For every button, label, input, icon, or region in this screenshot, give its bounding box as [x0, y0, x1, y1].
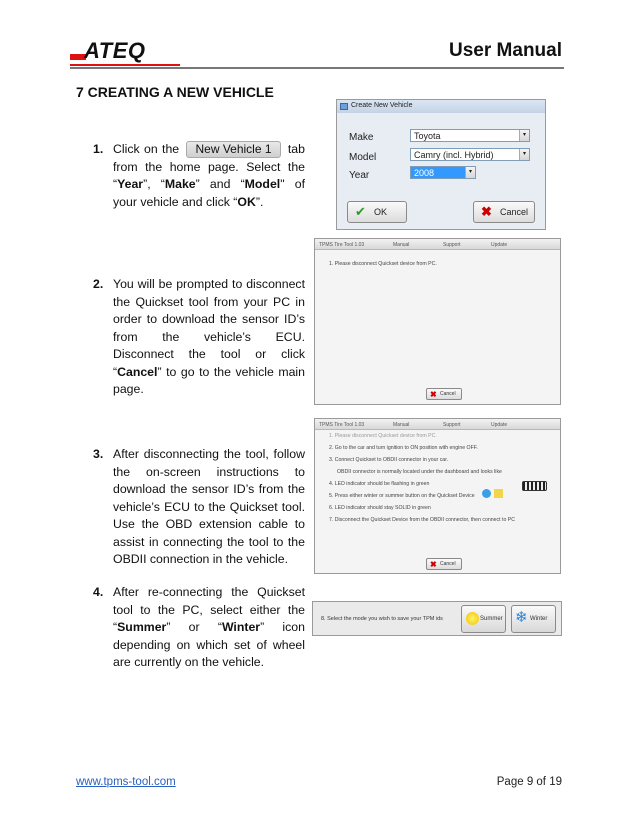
summer-label: Summer [480, 616, 503, 622]
winter-label: Winter [530, 616, 548, 622]
step-text: After re-connecting the Quickset tool to the PC, select either the “Summer” or “Winter” icon depending on which set of wheel are currently on the vehicle. [113, 585, 305, 669]
snowflake-icon [482, 489, 491, 498]
season-select-screenshot [312, 601, 562, 636]
instruction-line: 1. Please disconnect Quickset device from PC. [329, 433, 437, 439]
year-value: 2008 [414, 168, 435, 178]
model-value: Camry (incl. Hybrid) [414, 150, 494, 160]
step-text: You will be prompted to disconnect the Quickset tool from your PC in order to download the sensor ID’s from the vehicle’s ECU. Disconnect the tool or click “Cancel” to go to the vehicle main page. [113, 277, 305, 396]
instruction-line: 6. LED indicator should stay SOLID in green [329, 505, 431, 511]
chevron-down-icon: ▾ [465, 167, 475, 178]
make-value: Toyota [414, 131, 441, 141]
dialog-titlebar [337, 100, 545, 113]
download-instructions-screenshot [314, 418, 561, 574]
instruction-line: 7. Disconnect the Quickset Device from the OBDII connector, then connect to PC [329, 517, 515, 523]
logo-text: ATEQ [84, 38, 146, 63]
year-select[interactable] [410, 166, 476, 179]
menu-update[interactable]: Update [491, 422, 508, 428]
new-vehicle-tab-image: New Vehicle 1 [186, 141, 280, 158]
app-title: TPMS Tire Tool 1.03 [319, 242, 365, 248]
step-number: 3. [93, 447, 104, 461]
page-header-title: User Manual [449, 40, 562, 61]
menu-support[interactable]: Support [443, 242, 461, 248]
window-icon [340, 103, 348, 110]
x-icon: ✖ [430, 560, 437, 569]
step-text: Click on the New Vehicle 1 tab from the home page. Select the “Year”, “Make” and “Model" of your vehicle and click “OK”. [113, 142, 305, 209]
disconnect-prompt-screenshot [314, 238, 561, 405]
cancel-label: Cancel [440, 391, 456, 397]
check-icon: ✔ [355, 204, 366, 219]
dialog-title: Create New Vehicle [351, 102, 413, 109]
ateq-logo [70, 36, 180, 66]
x-icon: ✖ [430, 390, 437, 399]
snowflake-icon: ❄ [515, 609, 528, 626]
step-number: 2. [93, 277, 104, 291]
instruction-line: 5. Press either winter or summer button on the Quickset Device [329, 493, 475, 499]
winter-button[interactable] [511, 605, 556, 633]
step-3 [93, 446, 305, 569]
model-select[interactable] [410, 148, 530, 161]
step-number: 1. [93, 142, 104, 156]
menu-manual[interactable]: Manual [393, 242, 410, 248]
obd-connector-icon [522, 481, 547, 491]
cancel-button[interactable] [473, 201, 535, 223]
cancel-label: Cancel [440, 561, 456, 567]
header-divider [70, 67, 564, 69]
app-title: TPMS Tire Tool 1.03 [319, 422, 365, 428]
make-label: Make [349, 132, 374, 143]
app-menubar [315, 419, 560, 430]
ok-button[interactable] [347, 201, 407, 223]
create-vehicle-dialog-screenshot [336, 99, 546, 230]
summer-button[interactable] [461, 605, 506, 633]
menu-support[interactable]: Support [443, 422, 461, 428]
sun-icon [494, 489, 503, 498]
step-4 [93, 584, 305, 672]
instruction-line: 1. Please disconnect Quickset device from PC. [329, 261, 437, 267]
cancel-button[interactable] [426, 388, 462, 400]
logo-underline [70, 64, 180, 66]
year-label: Year [349, 170, 370, 181]
menu-manual[interactable]: Manual [393, 422, 410, 428]
instruction-line: 4. LED indicator should be flashing in green [329, 481, 430, 487]
section-title: 7 CREATING A NEW VEHICLE [76, 84, 274, 100]
ok-label: OK [374, 207, 388, 217]
model-label: Model [349, 152, 377, 163]
chevron-down-icon: ▾ [519, 130, 529, 141]
instruction-line: 3. Connect Quickset to OBDII connector in your car. [329, 457, 449, 463]
instruction-line: 2. Go to the car and turn ignition to ON position with engine OFF. [329, 445, 478, 451]
cancel-button[interactable] [426, 558, 462, 570]
cancel-label: Cancel [500, 207, 529, 217]
chevron-down-icon: ▾ [519, 149, 529, 160]
make-select[interactable] [410, 129, 530, 142]
app-menubar [315, 239, 560, 250]
menu-update[interactable]: Update [491, 242, 508, 248]
step-number: 4. [93, 585, 104, 599]
season-prompt: 8. Select the mode you wish to save your TPM ids [321, 616, 443, 622]
instruction-line: OBDII connector is normally located under the dashboard and looks like [337, 469, 502, 475]
website-link[interactable]: www.tpms-tool.com [76, 776, 176, 788]
step-text: After disconnecting the tool, follow the on-screen instructions to download the sensor ID’s from the vehicle’s ECU to the Quickset tool. Use the OBD extension cable to assist in connecting the tool to the OBDII connection in the vehicle. [113, 447, 305, 566]
x-icon: ✖ [481, 204, 492, 219]
step-1 [93, 141, 305, 211]
page-number: Page 9 of 19 [496, 776, 562, 788]
step-2 [93, 276, 305, 399]
sun-icon [466, 612, 479, 625]
